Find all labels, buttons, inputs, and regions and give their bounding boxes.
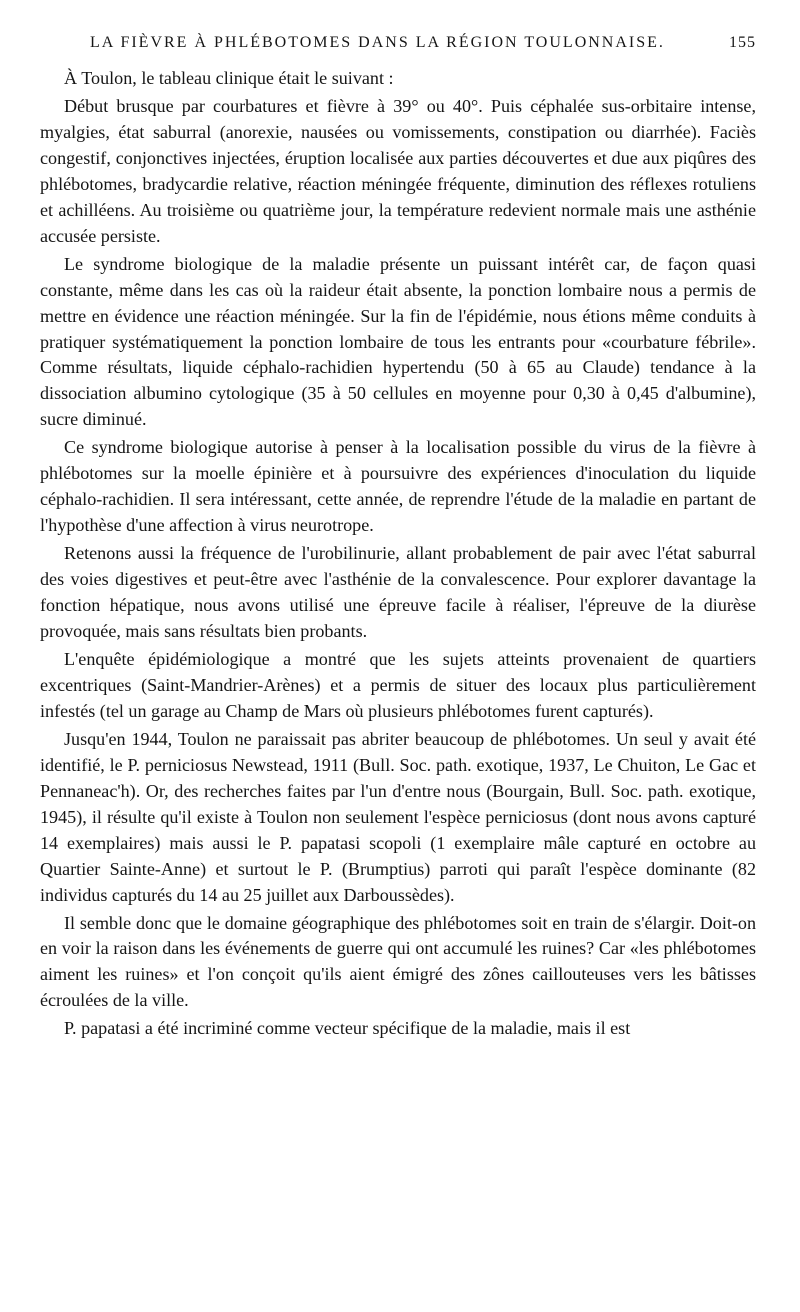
paragraph-epidemiology: L'enquête épidémiologique a montré que les sujets atteints provenaient de quartiers excentriques (Saint-Mandrier-Arènes) et a permis de situer des locaux plus particulièrement infestés (tel un garage au Champ de Mars où plusieurs phlébotomes furent capturés). bbox=[40, 648, 756, 721]
paragraph-biological-syndrome: Le syndrome biologique de la maladie présente un puissant intérêt car, de façon quasi constante, même dans les cas où la raideur était absente, la ponction lombaire nous a permis de mettre en évidence une réaction méningée. Sur la fin de l'épidémie, nous étions même conduits à pratiquer systématiquement la ponction lombaire de tous les entrants pour «courbature fébrile». Comme résultats, liquide céphalo-rachidien hypertendu (50 à 65 au Claude) tendance à la dissociation albumino cytologique (35 à 50 cellules en moyenne pour 0,30 à 0,45 d'albumine), sucre diminué. bbox=[40, 253, 756, 430]
paragraph-geographic-spread: Il semble donc que le domaine géographique des phlébotomes soit en train de s'élargir. Doit-on en voir la raison dans les événements de guerre qui ont accumulé les ruines? Car «les phlébotomes aiment les ruines» et l'on conçoit qu'ils aient émigré des zônes caillouteuses vers les bâtisses écroulées de la ville. bbox=[40, 912, 756, 1011]
running-header bbox=[90, 34, 756, 52]
running-title: LA FIÈVRE À PHLÉBOTOMES DANS LA RÉGION TOULONNAISE. bbox=[90, 34, 665, 51]
page-number: 155 bbox=[729, 34, 756, 51]
paragraph-vector: P. papatasi a été incriminé comme vecteur spécifique de la maladie, mais il est bbox=[64, 1018, 631, 1039]
paragraph-clinical-intro: À Toulon, le tableau clinique était le suivant : bbox=[64, 68, 394, 88]
paragraph-neurotropic-virus: Ce syndrome biologique autorise à penser à la localisation possible du virus de la fièvre à phlébotomes sur la moelle épinière et à poursuivre des expériences d'inoculation du liquide céphalo-rachidien. Il sera intéressant, cette année, de reprendre l'étude de la maladie en partant de l'hypothèse d'une affection à virus neurotrope. bbox=[40, 437, 756, 536]
body-text bbox=[40, 66, 756, 1042]
paragraph-phlebotomus-species: Jusqu'en 1944, Toulon ne paraissait pas abriter beaucoup de phlébotomes. Un seul y avait été identifié, le P. perniciosus Newstead, 1911 (Bull. Soc. path. exotique, 1937, Le Chuiton, Le Gac et Pennaneac'h). Or, des recherches faites par l'un d'entre nous (Bourgain, Bull. Soc. path. exotique, 1945), il résulte qu'il existe à Toulon non seulement l'espèce perniciosus (dont nous avons capturé 14 exemplaires) mais aussi le P. papatasi scopoli (1 exemplaire mâle capturé en octobre au Quartier Sainte-Anne) et surtout le P. (Brumptius) parroti qui paraît l'espèce dominante (82 individus capturés du 14 au 25 juillet aux Darboussèdes). bbox=[40, 728, 756, 905]
paragraph-urobilinuria: Retenons aussi la fréquence de l'urobilinurie, allant probablement de pair avec l'état saburral des voies digestives et peut-être avec l'asthénie de la convalescence. Pour explorer davantage la fonction hépatique, nous avons utilisé une épreuve facile à réaliser, l'épreuve de la diurèse provoquée, mais sans résultats bien probants. bbox=[40, 543, 756, 642]
paragraph-clinical-picture: Début brusque par courbatures et fièvre à 39° ou 40°. Puis céphalée sus-orbitaire intense, myalgies, état saburral (anorexie, nausées ou vomissements, constipation ou diarrhée). Faciès congestif, conjonctives injectées, éruption localisée aux parties découvertes et due aux piqûres des phlébotomes, bradycardie relative, réaction méningée fréquente, diminution des réflexes rotuliens et achilléens. Au troisième ou quatrième jour, la température redevient normale mais une asthénie accusée persiste. bbox=[40, 95, 756, 246]
